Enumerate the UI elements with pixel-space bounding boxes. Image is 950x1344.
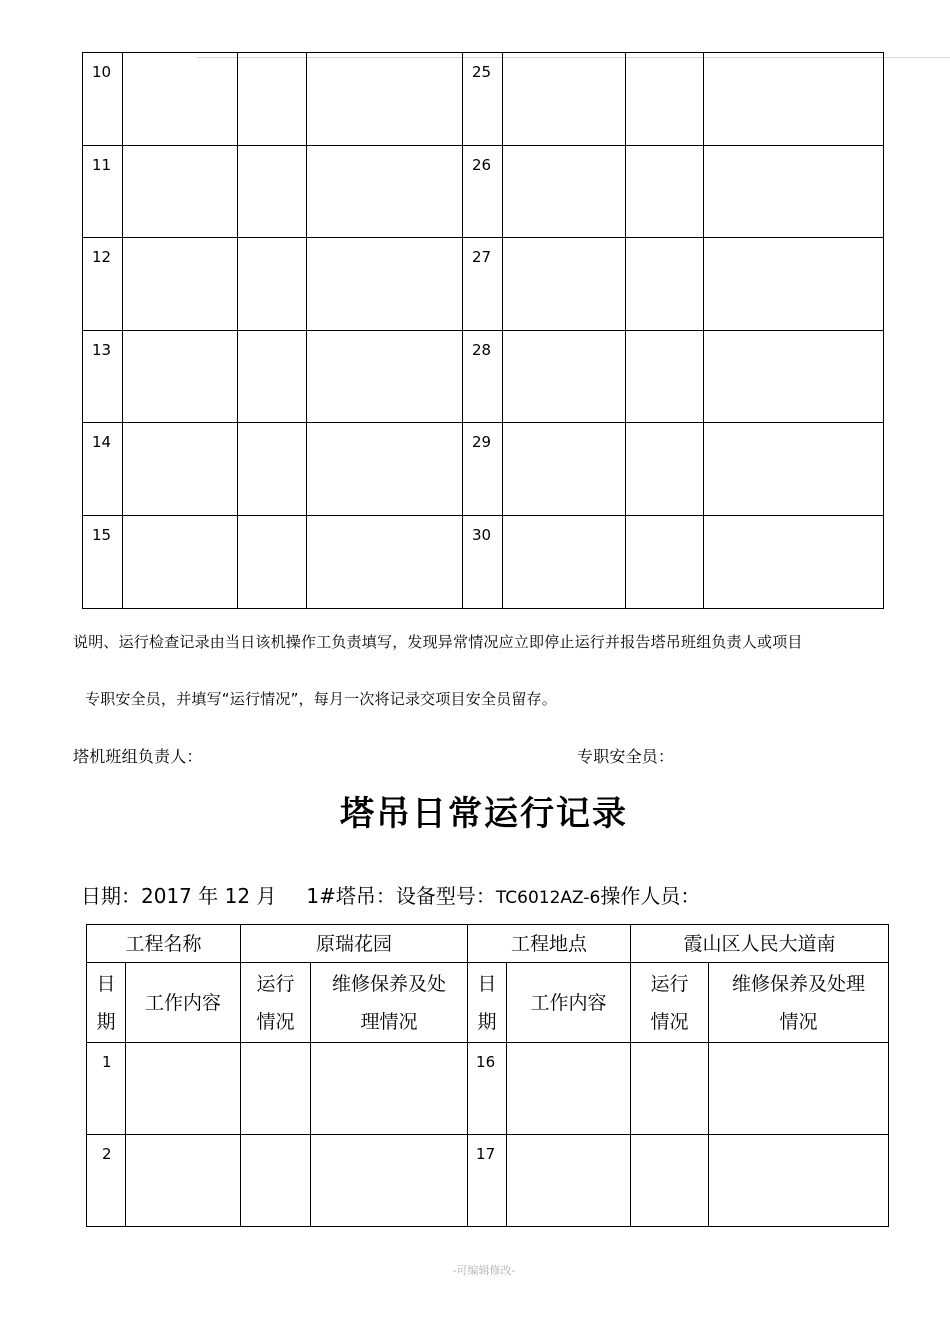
maintenance-cell[interactable] — [307, 53, 463, 146]
project-site-value: 霞山区人民大道南 — [631, 925, 889, 963]
maintenance-header: 维修保养及处 理情况 — [311, 963, 468, 1043]
day-cell: 27 — [463, 238, 503, 331]
work-content-cell[interactable] — [503, 53, 626, 146]
page-title: 塔吊日常运行记录 — [340, 794, 628, 834]
status-cell[interactable] — [238, 53, 307, 146]
maintenance-cell[interactable] — [307, 238, 463, 331]
work-content-cell[interactable] — [123, 330, 238, 423]
status-header: 运行 情况 — [241, 963, 311, 1043]
maintenance-header: 维修保养及处理 情况 — [709, 963, 889, 1043]
day-cell: 17 — [468, 1135, 507, 1227]
status-cell[interactable] — [626, 145, 704, 238]
status-cell[interactable] — [626, 330, 704, 423]
crane-label: 1#塔吊：设备型号： — [306, 884, 496, 908]
day-cell: 15 — [83, 515, 123, 608]
day-cell: 12 — [83, 238, 123, 331]
day-cell: 13 — [83, 330, 123, 423]
work-content-cell[interactable] — [503, 423, 626, 516]
status-header: 运行 情况 — [631, 963, 709, 1043]
equipment-model: TC6012AZ-6 — [495, 888, 601, 908]
status-cell[interactable] — [631, 1043, 709, 1135]
work-content-cell[interactable] — [123, 53, 238, 146]
maintenance-cell[interactable] — [704, 515, 884, 608]
status-cell[interactable] — [626, 515, 704, 608]
work-content-cell[interactable] — [123, 423, 238, 516]
maintenance-cell[interactable] — [704, 53, 884, 146]
day-cell: 16 — [468, 1043, 507, 1135]
page-footer: -可编辑修改- — [452, 1264, 516, 1277]
work-content-header: 工作内容 — [126, 963, 241, 1043]
day-cell: 1 — [87, 1043, 126, 1135]
date-header: 日 期 — [468, 963, 507, 1043]
status-cell[interactable] — [626, 423, 704, 516]
work-content-cell[interactable] — [503, 330, 626, 423]
day-cell: 25 — [463, 53, 503, 146]
project-site-label: 工程地点 — [468, 925, 631, 963]
day-cell: 28 — [463, 330, 503, 423]
day-cell: 2 — [87, 1135, 126, 1227]
work-content-header: 工作内容 — [507, 963, 631, 1043]
date-label: 日期：2017 年 12 月 — [81, 884, 277, 908]
team-leader-signature-label: 塔机班组负责人： — [73, 747, 203, 766]
status-cell[interactable] — [238, 330, 307, 423]
maintenance-cell[interactable] — [307, 330, 463, 423]
work-content-cell[interactable] — [503, 515, 626, 608]
project-row — [87, 925, 889, 963]
table-row — [83, 423, 884, 516]
status-cell[interactable] — [241, 1043, 311, 1135]
project-name-label: 工程名称 — [87, 925, 241, 963]
table-row — [83, 53, 884, 146]
maintenance-cell[interactable] — [709, 1043, 889, 1135]
day-cell: 10 — [83, 53, 123, 146]
day-cell: 14 — [83, 423, 123, 516]
note-line-1: 说明、运行检查记录由当日该机操作工负责填写，发现异常情况应立即停止运行并报告塔吊班组负责人或项目 — [73, 633, 803, 651]
table-row — [87, 1043, 889, 1135]
work-content-cell[interactable] — [123, 238, 238, 331]
work-content-cell[interactable] — [123, 515, 238, 608]
maintenance-cell[interactable] — [704, 238, 884, 331]
status-cell[interactable] — [238, 515, 307, 608]
work-content-cell[interactable] — [126, 1135, 241, 1227]
status-cell[interactable] — [241, 1135, 311, 1227]
work-content-cell[interactable] — [503, 145, 626, 238]
operator-label: 操作人员： — [600, 884, 701, 908]
maintenance-cell[interactable] — [307, 145, 463, 238]
record-table-continued — [82, 52, 884, 609]
day-cell: 26 — [463, 145, 503, 238]
work-content-cell[interactable] — [503, 238, 626, 331]
status-cell[interactable] — [238, 423, 307, 516]
work-content-cell[interactable] — [507, 1043, 631, 1135]
work-content-cell[interactable] — [123, 145, 238, 238]
note-line-2: 专职安全员，并填写“运行情况”，每月一次将记录交项目安全员留存。 — [85, 690, 557, 708]
date-header: 日 期 — [87, 963, 126, 1043]
maintenance-cell[interactable] — [704, 145, 884, 238]
maintenance-cell[interactable] — [709, 1135, 889, 1227]
day-cell: 29 — [463, 423, 503, 516]
table-row — [83, 238, 884, 331]
day-cell: 30 — [463, 515, 503, 608]
table-row — [83, 330, 884, 423]
safety-officer-signature-label: 专职安全员： — [577, 747, 675, 766]
maintenance-cell[interactable] — [307, 423, 463, 516]
record-info-line — [81, 880, 700, 909]
record-table — [86, 924, 889, 1227]
work-content-cell[interactable] — [507, 1135, 631, 1227]
maintenance-cell[interactable] — [307, 515, 463, 608]
status-cell[interactable] — [626, 53, 704, 146]
table-row — [87, 1135, 889, 1227]
project-name-value: 原瑞花园 — [241, 925, 468, 963]
maintenance-cell[interactable] — [311, 1043, 468, 1135]
maintenance-cell[interactable] — [704, 330, 884, 423]
status-cell[interactable] — [238, 238, 307, 331]
day-cell: 11 — [83, 145, 123, 238]
work-content-cell[interactable] — [126, 1043, 241, 1135]
status-cell[interactable] — [626, 238, 704, 331]
status-cell[interactable] — [631, 1135, 709, 1227]
table-row — [83, 515, 884, 608]
maintenance-cell[interactable] — [704, 423, 884, 516]
status-cell[interactable] — [238, 145, 307, 238]
table-row — [83, 145, 884, 238]
header-row — [87, 963, 889, 1043]
maintenance-cell[interactable] — [311, 1135, 468, 1227]
